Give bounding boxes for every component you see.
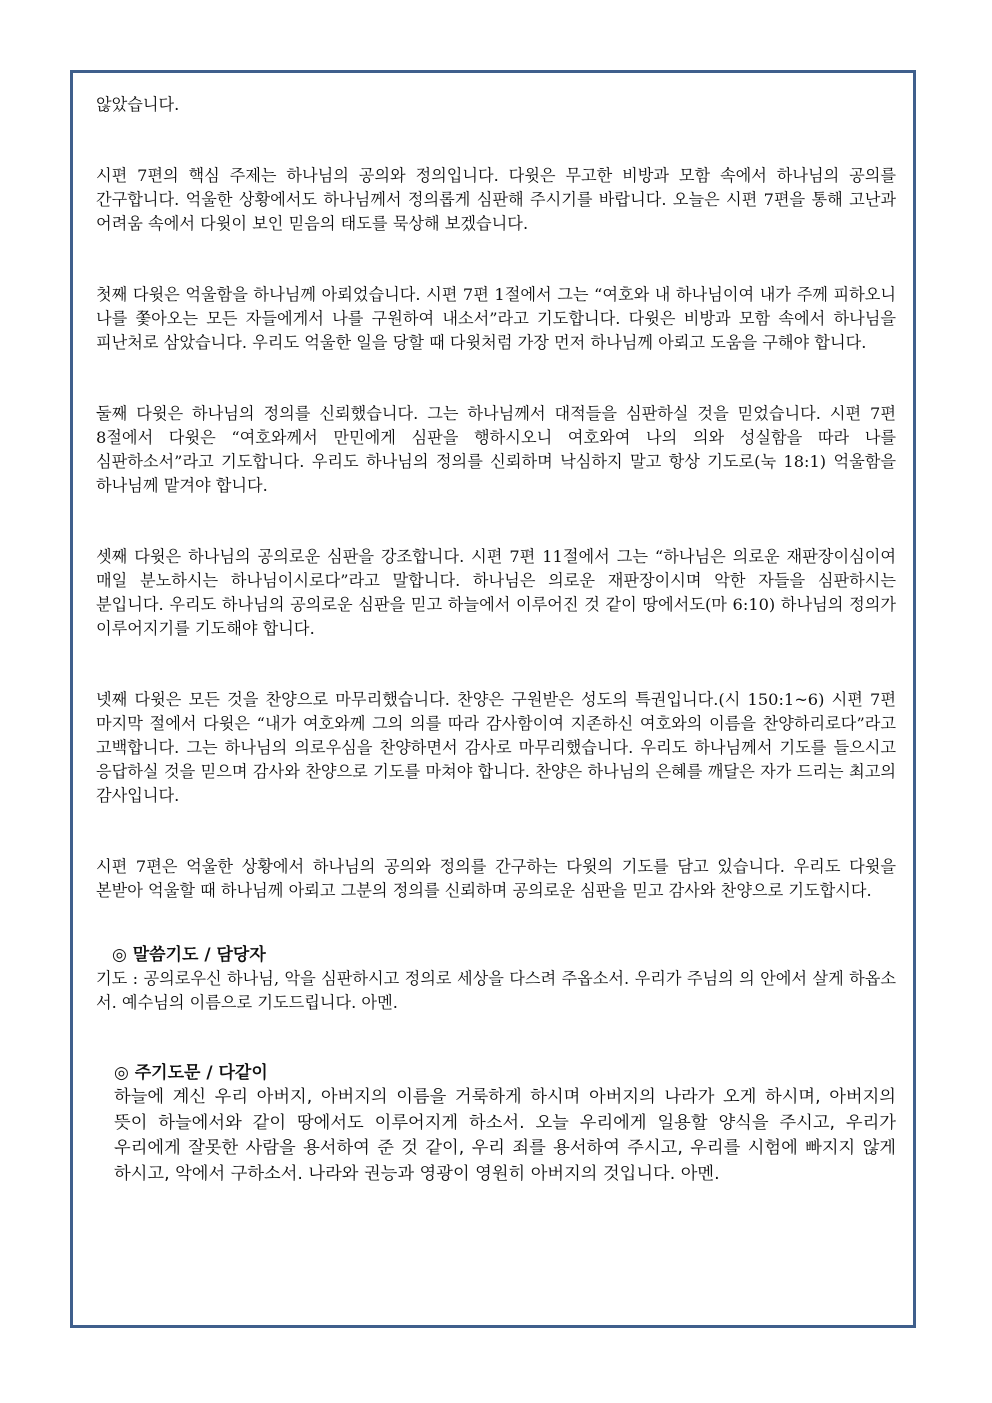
lords-prayer-text: 하늘에 계신 우리 아버지, 아버지의 이름을 거룩하게 하시며 아버지의 나라가 오게 하시며, 아버지의 뜻이 하늘에서와 같이 땅에서도 이루어지게 하소서. 오늘 우리에게 일용할 양식을 주시고, 우리가 우리에게 잘못한 사람을 용서하여 준 것 같이, 우리 죄를 용서하여 주시고, 우리를 시험에 빠지지 않게 하시고, 악에서 구하소서. 나라와 권능과 영광이 영원히 아버지의 것입니다. 아멘. (114, 1087, 896, 1184)
prayer-section-title: ◎ 말씀기도 / 담당자 (112, 945, 266, 965)
prayer-section-text: 기도 : 공의로우신 하나님, 악을 심판하시고 정의로 세상을 다스려 주옵소서. 우리가 주님의 의 안에서 살게 하옵소서. 예수님의 이름으로 기도드립니다. 아멘. (96, 969, 896, 1012)
paragraph-second-point: 둘째 다윗은 하나님의 정의를 신뢰했습니다. 그는 하나님께서 대적들을 심판하실 것을 믿었습니다. 시편 7편 8절에서 다윗은 “여호와께서 만민에게 심판을 행하시오니 여호와여 나의 의와 성실함을 따라 나를 심판하소서”라고 기도합니다. 우리도 하나님의 정의를 신뢰하며 낙심하지 말고 항상 기도로(눅 18:1) 억울함을 하나님께 맡겨야 합니다. (96, 404, 896, 495)
lords-prayer-title: ◎ 주기도문 / 다같이 (114, 1063, 268, 1083)
paragraph-conclusion: 시편 7편은 억울한 상황에서 하나님의 공의와 정의를 간구하는 다윗의 기도를 담고 있습니다. 우리도 다윗을 본받아 억울할 때 하나님께 아뢰고 그분의 정의를 신뢰하며 공의로운 심판을 믿고 감사와 찬양으로 기도합시다. (96, 857, 896, 900)
paragraph-first-point: 첫째 다윗은 억울함을 하나님께 아뢰었습니다. 시편 7편 1절에서 그는 “여호와 내 하나님이여 내가 주께 피하오니 나를 쫓아오는 모든 자들에게서 나를 구원하여 내소서”라고 기도합니다. 다윗은 비방과 모함 속에서 하나님을 피난처로 삼았습니다. 우리도 억울한 일을 당할 때 다윗처럼 가장 먼저 하나님께 아뢰고 도움을 구해야 합니다. (96, 285, 896, 352)
paragraph-third-point: 셋째 다윗은 하나님의 공의로운 심판을 강조합니다. 시편 7편 11절에서 그는 “하나님은 의로운 재판장이심이여 매일 분노하시는 하나님이시로다”라고 말합니다. 하나님은 의로운 재판장이시며 악한 자들을 심판하시는 분입니다. 우리도 하나님의 공의로운 심판을 믿고 하늘에서 이루어진 것 같이 땅에서도(마 6:10) 하나님의 정의가 이루어지기를 기도해야 합니다. (96, 547, 896, 638)
paragraph-intro: 시편 7편의 핵심 주제는 하나님의 공의와 정의입니다. 다윗은 무고한 비방과 모함 속에서 하나님의 공의를 간구합니다. 억울한 상황에서도 하나님께서 정의롭게 심판해 주시기를 바랍니다. 오늘은 시편 7편을 통해 고난과 어려움 속에서 다윗이 보인 믿음의 태도를 묵상해 보겠습니다. (96, 166, 896, 233)
lords-prayer-section (96, 1061, 896, 1187)
prayer-section (96, 943, 896, 1015)
paragraph-fourth-point: 넷째 다윗은 모든 것을 찬양으로 마무리했습니다. 찬양은 구원받은 성도의 특권입니다.(시 150:1~6) 시편 7편 마지막 절에서 다윗은 “내가 여호와께 그의 의를 따라 감사함이여 지존하신 여호와의 이름을 찬양하리로다”라고 고백합니다. 그는 하나님의 의로우심을 찬양하면서 감사로 마무리했습니다. 우리도 하나님께서 기도를 들으시고 응답하실 것을 믿으며 감사와 찬양으로 기도를 마쳐야 합니다. 찬양은 하나님의 은혜를 깨달은 자가 드리는 최고의 감사입니다. (96, 690, 896, 805)
document-body (96, 93, 896, 1187)
paragraph-continuation: 않았습니다. (96, 95, 180, 114)
